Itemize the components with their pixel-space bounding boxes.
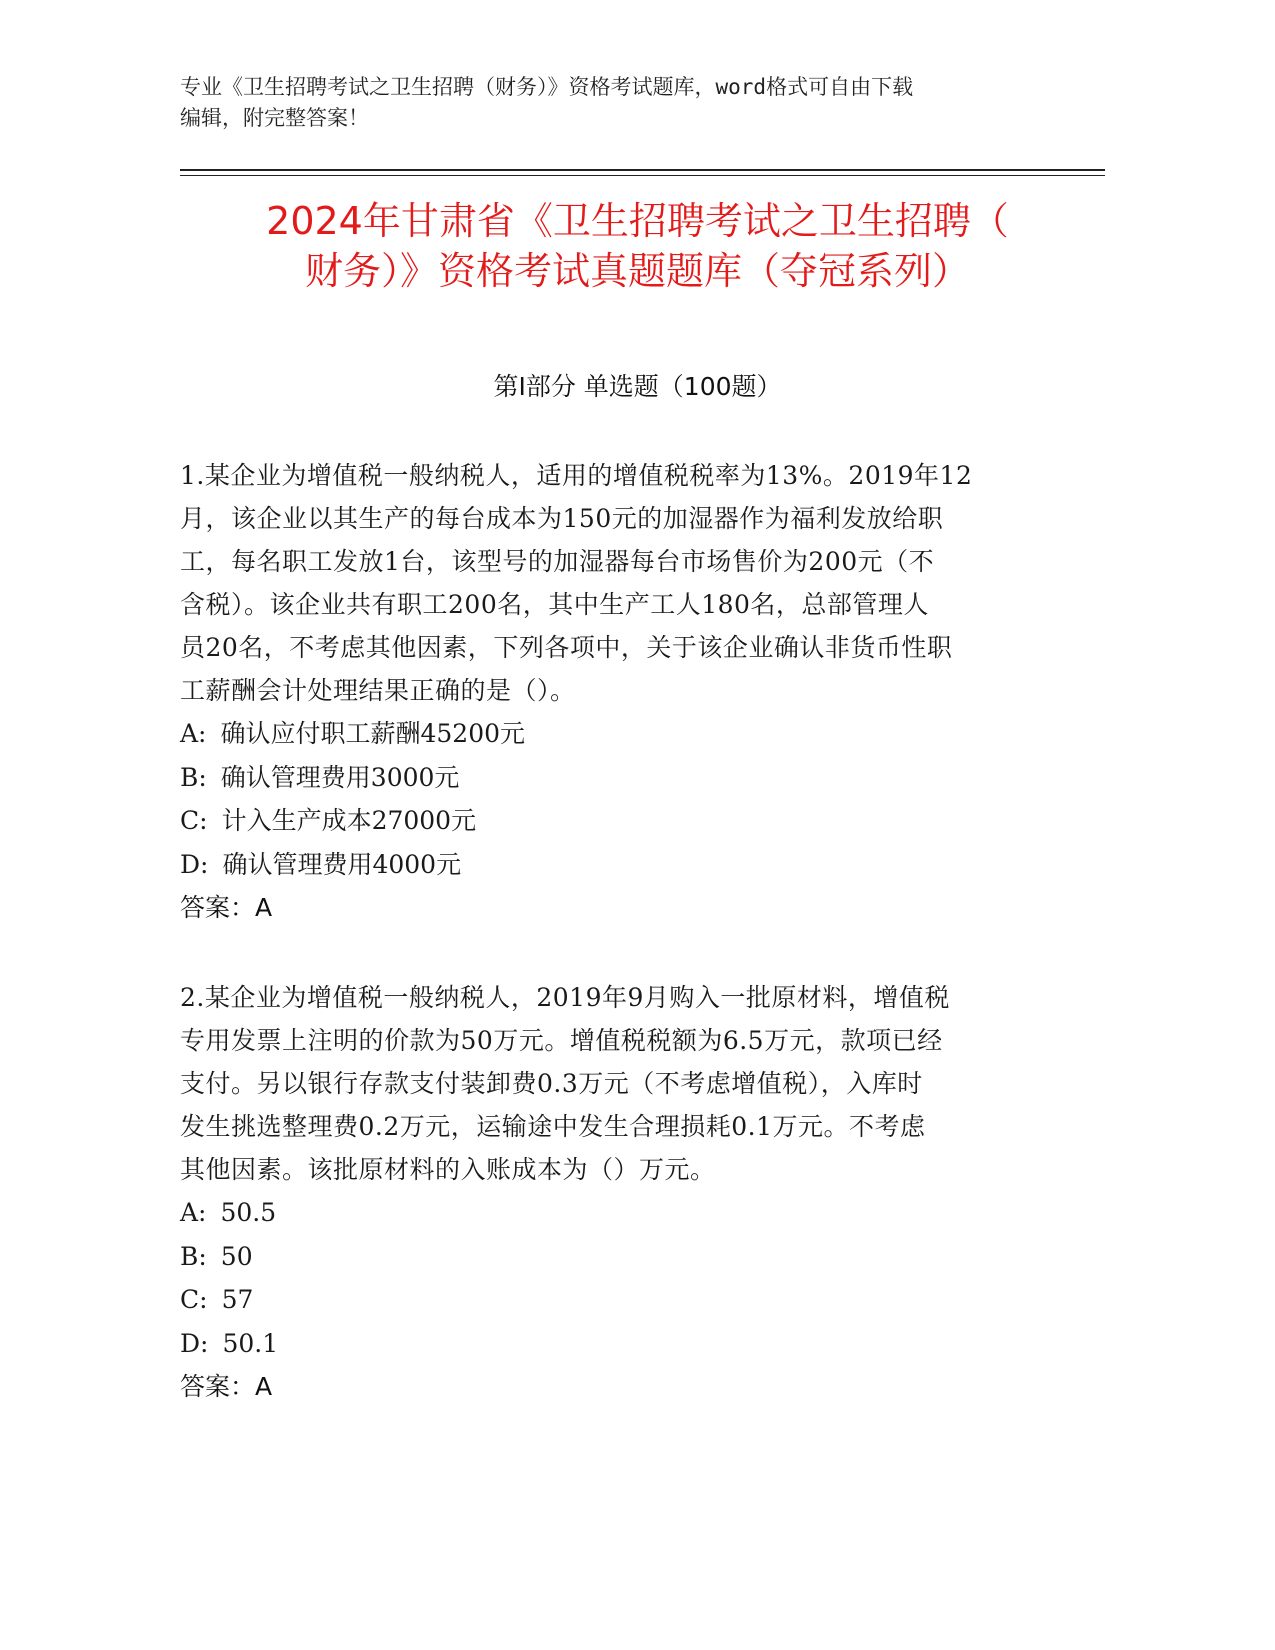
question-stem-line: 其他因素。该批原材料的入账成本为（）万元。 xyxy=(180,1155,716,1184)
question-stem-line: 支付。另以银行存款支付装卸费0.3万元（不考虑增值税），入库时 xyxy=(180,1069,923,1098)
option-text: 计入生产成本27000元 xyxy=(221,806,477,835)
question-stem xyxy=(180,454,1040,712)
page-title xyxy=(170,196,1105,296)
option-d xyxy=(180,843,1040,887)
question-stem-line: 2.某企业为增值税一般纳税人，2019年9月购入一批原材料，增值税 xyxy=(180,983,950,1012)
option-text: 确认管理费用3000元 xyxy=(220,762,460,792)
option-text: 50.5 xyxy=(220,1198,277,1227)
option-text: 50.1 xyxy=(222,1328,279,1358)
header-divider-thin xyxy=(180,175,1105,176)
question-stem-line: 含税）。该企业共有职工200名，其中生产工人180名，总部管理人 xyxy=(180,590,929,619)
option-letter: B: xyxy=(180,1241,207,1271)
option-text: 确认应付职工薪酬45200元 xyxy=(220,719,526,748)
page-title-line-2: 财务）》资格考试真题题库（夺冠系列） xyxy=(304,249,970,293)
question-1 xyxy=(180,454,1040,929)
option-d xyxy=(180,1322,1040,1366)
question-stem-line: 专用发票上注明的价款为50万元。增值税税额为6.5万元，款项已经 xyxy=(180,1026,943,1055)
option-letter: C: xyxy=(180,806,208,835)
option-letter: D: xyxy=(180,1328,209,1358)
header-note-line-2: 编辑，附完整答案！ xyxy=(180,106,369,130)
option-text: 57 xyxy=(221,1285,254,1314)
option-a xyxy=(180,712,1040,756)
option-letter: A: xyxy=(180,719,207,748)
question-2 xyxy=(180,976,1040,1408)
section-title: 第Ⅰ部分 单选题（100题） xyxy=(493,372,782,401)
option-b xyxy=(180,756,1040,800)
header-note-line-1: 专业《卫生招聘考试之卫生招聘（财务）》资格考试题库，word格式可自由下载 xyxy=(180,75,914,99)
option-c xyxy=(180,1278,1040,1322)
option-c xyxy=(180,799,1040,843)
question-stem xyxy=(180,976,1040,1191)
option-text: 确认管理费用4000元 xyxy=(222,849,462,879)
question-stem-line: 1.某企业为增值税一般纳税人，适用的增值税税率为13%。2019年12 xyxy=(180,461,973,490)
header-note xyxy=(180,72,1100,134)
question-stem-line: 工薪酬会计处理结果正确的是（）。 xyxy=(180,676,576,705)
header-divider-thick xyxy=(180,169,1105,171)
option-letter: B: xyxy=(180,762,207,792)
question-stem-line: 月，该企业以其生产的每台成本为150元的加湿器作为福利发放给职 xyxy=(180,504,944,533)
option-b xyxy=(180,1235,1040,1279)
answer-line: 答案：A xyxy=(180,893,273,922)
question-stem-line: 员20名，不考虑其他因素，下列各项中，关于该企业确认非货币性职 xyxy=(180,633,953,662)
option-letter: C: xyxy=(180,1285,208,1314)
question-stem-line: 工，每名职工发放1台，该型号的加湿器每台市场售价为200元（不 xyxy=(180,547,935,576)
answer-line: 答案：A xyxy=(180,1372,273,1401)
page-title-line-1: 2024年甘肃省《卫生招聘考试之卫生招聘（ xyxy=(266,199,1009,243)
option-letter: D: xyxy=(180,849,209,879)
option-a xyxy=(180,1191,1040,1235)
option-text: 50 xyxy=(220,1241,253,1271)
question-stem-line: 发生挑选整理费0.2万元，运输途中发生合理损耗0.1万元。不考虑 xyxy=(180,1112,926,1141)
option-letter: A: xyxy=(180,1198,207,1227)
